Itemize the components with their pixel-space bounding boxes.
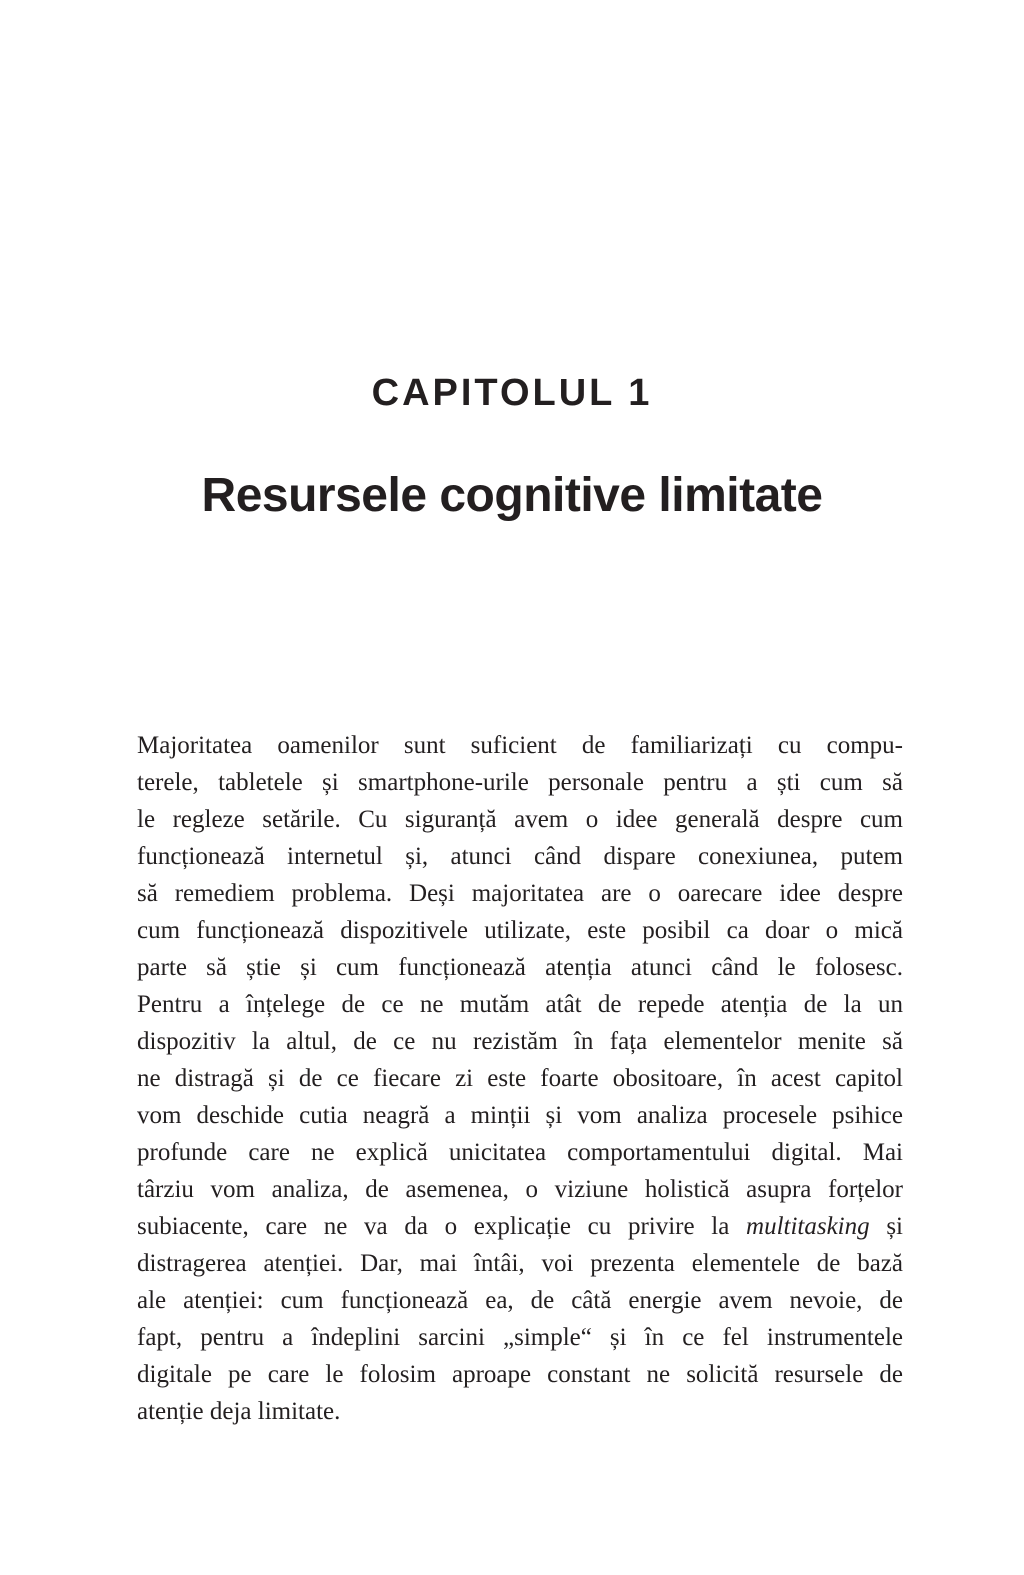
body-segment: distragerea atenției. Dar, mai întâi, voi prezenta elementele de bază [137, 1250, 903, 1277]
body-line [137, 838, 903, 875]
body-line [137, 1134, 903, 1171]
body-line [137, 1393, 903, 1430]
body-segment: terele, tabletele și smartphone-urile personale pentru a ști cum să [137, 769, 903, 796]
body-segment: și [869, 1213, 903, 1240]
body-segment: Pentru a înțelege de ce ne mutăm atât de repede atenția de la un [137, 991, 903, 1018]
body-line [137, 912, 903, 949]
body-segment: dispozitiv la altul, de ce nu rezistăm în fața elementelor menite să [137, 1028, 903, 1055]
body-line [137, 1097, 903, 1134]
body-segment: cum funcționează dispozitivele utilizate, este posibil ca doar o mică [137, 917, 903, 944]
body-segment: să remediem problema. Deși majoritatea are o oarecare idee despre [137, 880, 903, 907]
body-segment: ne distragă și de ce fiecare zi este foarte obositoare, în acest capitol [137, 1065, 903, 1092]
body-segment: subiacente, care ne va da o explicație cu privire la [137, 1213, 747, 1240]
body-line [137, 949, 903, 986]
body-segment: parte să știe și cum funcționează atenția atunci când le folosesc. [137, 954, 903, 981]
body-line [137, 986, 903, 1023]
body-line [137, 764, 903, 801]
chapter-label: CAPITOLUL 1 [371, 372, 653, 414]
body-segment: profunde care ne explică unicitatea comportamentului digital. Mai [137, 1139, 903, 1166]
body-line [137, 1171, 903, 1208]
body-segment: târziu vom analiza, de asemenea, o viziune holistică asupra forțelor [137, 1176, 903, 1203]
body-line [137, 1245, 903, 1282]
body-segment-italic: multitasking [746, 1213, 870, 1240]
body-segment: funcționează internetul și, atunci când dispare conexiunea, putem [137, 843, 903, 870]
page-title: Resursele cognitive limitate [201, 469, 823, 522]
body-line [137, 875, 903, 912]
body-segment: digitale pe care le folosim aproape constant ne solicită resursele de [137, 1361, 903, 1388]
body-line [137, 1282, 903, 1319]
body-text [137, 727, 903, 1430]
body-line [137, 1208, 903, 1245]
body-line [137, 727, 903, 764]
body-line [137, 801, 903, 838]
body-segment: Majoritatea oamenilor sunt suficient de familiarizați cu compu- [137, 732, 903, 759]
body-line [137, 1356, 903, 1393]
body-line [137, 1060, 903, 1097]
body-segment: fapt, pentru a îndeplini sarcini „simple“ și în ce fel instrumentele [137, 1324, 903, 1351]
body-segment: atenție deja limitate. [137, 1398, 341, 1425]
body-segment: vom deschide cutia neagră a minții și vom analiza procesele psihice [137, 1102, 903, 1129]
body-segment: le regleze setările. Cu siguranță avem o idee generală despre cum [137, 806, 903, 833]
body-line [137, 1319, 903, 1356]
body-segment: ale atenției: cum funcționează ea, de câtă energie avem nevoie, de [137, 1287, 903, 1314]
body-line [137, 1023, 903, 1060]
